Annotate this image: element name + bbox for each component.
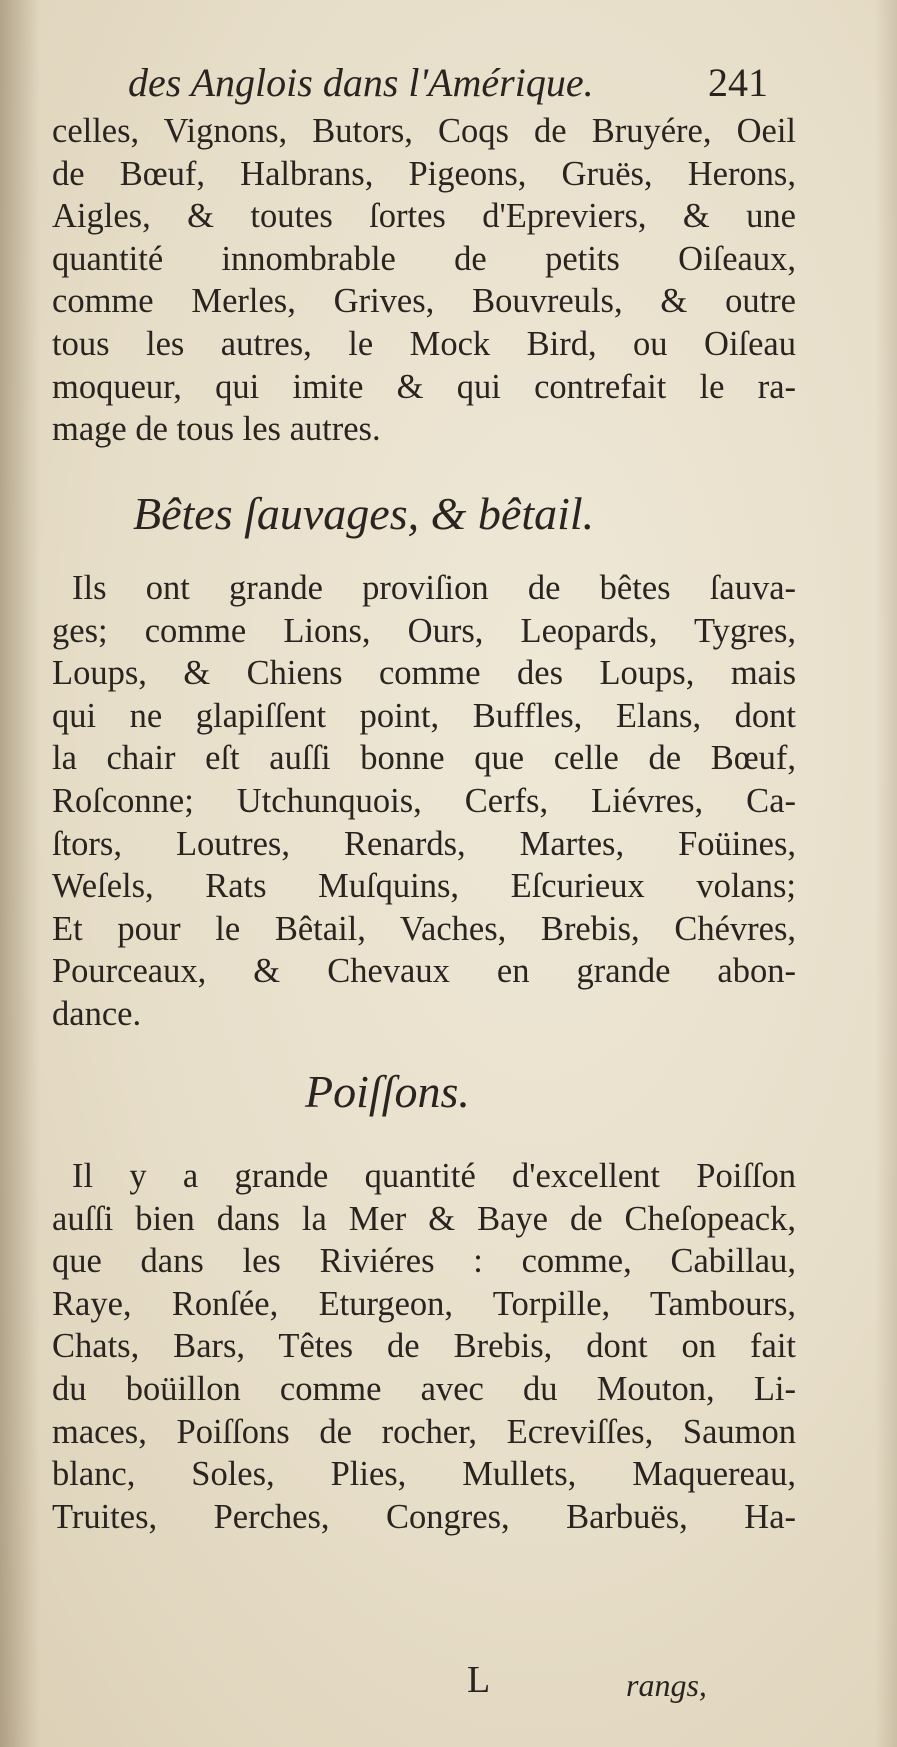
text-line: comme Merles, Grives, Bouvreuls, & outre: [52, 282, 796, 321]
text-line: Truites, Perches, Congres, Barbuës, Ha-: [52, 1497, 796, 1536]
text-line: la chair eſt auſſi bonne que celle de Bœuf,: [52, 739, 796, 778]
page-number: 241: [708, 60, 768, 105]
text-line: Aigles, & toutes ſortes d'Epreviers, & une: [52, 197, 796, 236]
text-line: auſſi bien dans la Mer & Baye de Cheſopeack,: [52, 1199, 796, 1238]
section-heading-beasts: Bêtes ſauvages, & bêtail.: [133, 488, 595, 539]
gutter-shadow: [0, 0, 40, 1747]
text-line: Chats, Bars, Têtes de Brebis, dont on fait: [52, 1327, 796, 1366]
catchword: rangs,: [626, 1667, 707, 1703]
text-line: du boüillon comme avec du Mouton, Li-: [52, 1369, 796, 1408]
running-head-title: des Anglois dans l'Amérique.: [128, 60, 594, 105]
text-line: Pourceaux, & Chevaux en grande abon-: [52, 952, 796, 991]
text-line: Il y a grande quantité d'excellent Poiſſon: [72, 1157, 796, 1195]
running-head: [128, 58, 828, 108]
text-line: ſtors, Loutres, Renards, Martes, Foüines,: [52, 824, 796, 863]
text-line: de Bœuf, Halbrans, Pigeons, Gruës, Herons,: [52, 154, 796, 193]
text-line: Roſconne; Utchunquois, Cerfs, Liévres, Ca-: [52, 781, 796, 820]
text-line: tous les autres, le Mock Bird, ou Oiſeau: [52, 324, 796, 363]
page-edge-shadow: [875, 0, 897, 1747]
text-line: Raye, Ronſée, Eturgeon, Torpille, Tambours,: [52, 1284, 796, 1323]
signature-mark: L: [467, 1659, 491, 1701]
text-line: blanc, Soles, Plies, Mullets, Maquereau,: [52, 1455, 796, 1494]
text-line: ges; comme Lions, Ours, Leopards, Tygres,: [52, 611, 796, 650]
beasts-paragraph: [52, 567, 796, 1036]
text-line: dance.: [52, 994, 142, 1033]
text-line: qui ne glapiſſent point, Buffles, Elans, dont: [52, 696, 796, 735]
text-line: Loups, & Chiens comme des Loups, mais: [52, 654, 796, 693]
text-line: Weſels, Rats Muſquins, Eſcurieux volans;: [52, 867, 796, 906]
text-line: celles, Vignons, Butors, Coqs de Bruyére, Oeil: [52, 112, 796, 150]
text-line: que dans les Riviéres : comme, Cabillau,: [52, 1242, 796, 1281]
section-heading-fish: Poiſſons.: [305, 1066, 470, 1117]
birds-paragraph: [52, 110, 796, 451]
text-line: moqueur, qui imite & qui contrefait le ra-: [52, 367, 796, 406]
fish-paragraph: [52, 1155, 796, 1538]
text-line: mage de tous les autres.: [52, 410, 381, 449]
text-line: Et pour le Bêtail, Vaches, Brebis, Chévres,: [52, 909, 796, 948]
text-line: maces, Poiſſons de rocher, Ecreviſſes, Saumon: [52, 1412, 796, 1451]
text-line: quantité innombrable de petits Oiſeaux,: [52, 239, 796, 278]
text-line: Ils ont grande proviſion de bêtes ſauva-: [72, 569, 796, 607]
